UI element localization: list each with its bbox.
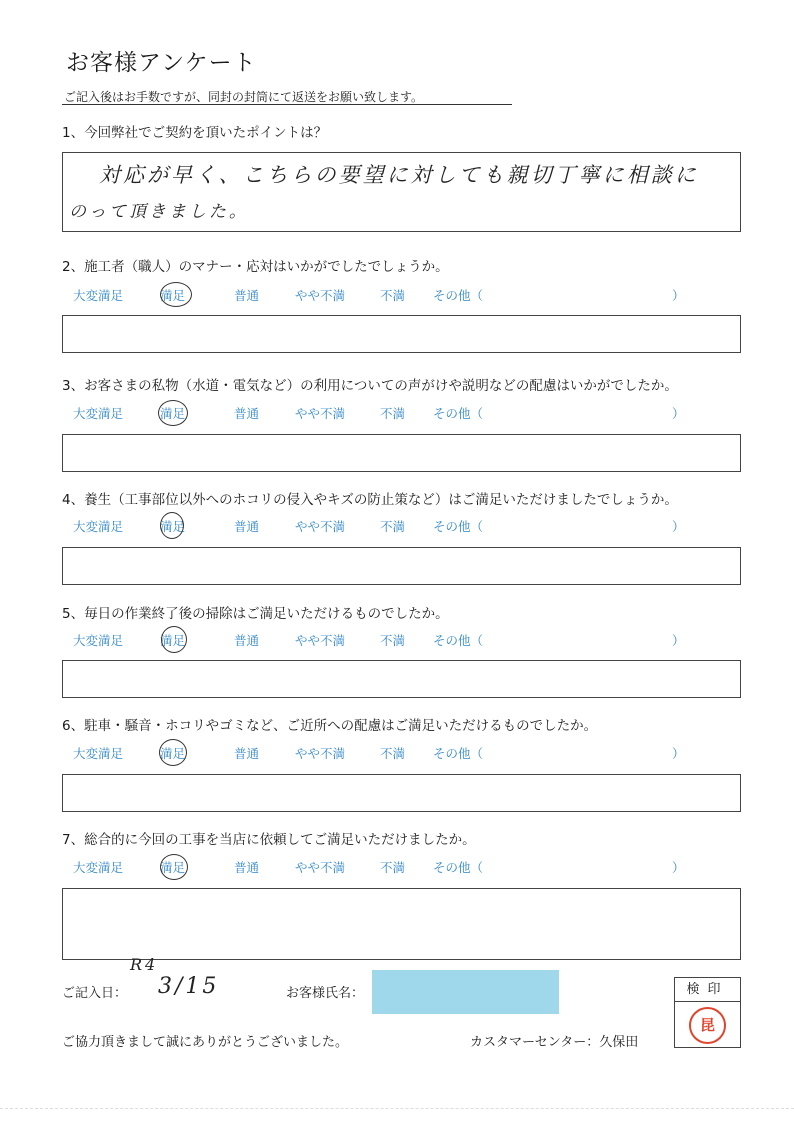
option-other-close: ） — [672, 633, 685, 648]
option-dissatisfied[interactable]: 不満 — [380, 406, 406, 421]
rating-options-7 — [62, 858, 702, 880]
inspection-stamp-box — [674, 977, 741, 1048]
option-dissatisfied[interactable]: 不満 — [380, 288, 406, 303]
comment-box-2[interactable] — [62, 315, 741, 353]
inspection-stamp-label: 検印 — [675, 978, 740, 1002]
option-dissatisfied[interactable]: 不満 — [380, 860, 406, 875]
selection-circle — [160, 512, 184, 539]
option-satisfied[interactable]: 満足 — [160, 288, 186, 303]
handwritten-date-era: R4 — [130, 955, 159, 974]
customer-name-redacted — [372, 970, 559, 1014]
option-other[interactable]: その他（ — [433, 633, 484, 648]
option-satisfied[interactable]: 満足 — [160, 519, 186, 534]
handwritten-answer-line-1: 対応が早く、こちらの要望に対しても親切丁寧に相談に — [99, 163, 699, 187]
option-dissatisfied[interactable]: 不満 — [380, 633, 406, 648]
question-6: 6、駐車・騒音・ホコリやゴミなど、ご近所への配慮はご満足いただけるものでしたか。 — [62, 718, 598, 734]
option-other-close: ） — [672, 860, 685, 875]
rating-options-4 — [62, 517, 702, 539]
option-other[interactable]: その他（ — [433, 288, 484, 303]
option-somewhat-dissatisfied[interactable]: やや不満 — [295, 633, 346, 648]
handwritten-date: 3/15 — [158, 974, 220, 999]
option-satisfied[interactable]: 満足 — [160, 860, 186, 875]
option-somewhat-dissatisfied[interactable]: やや不満 — [295, 860, 346, 875]
rating-options-5 — [62, 631, 702, 653]
date-label: ご記入日： — [62, 986, 128, 1001]
option-somewhat-dissatisfied[interactable]: やや不満 — [295, 746, 346, 761]
selection-circle — [160, 854, 188, 880]
rating-options-6 — [62, 744, 702, 766]
handwritten-answer-line-2: のって頂きました。 — [69, 202, 249, 222]
rating-options-2 — [62, 286, 702, 308]
option-satisfied[interactable]: 満足 — [160, 746, 186, 761]
option-normal[interactable]: 普通 — [234, 746, 260, 761]
customer-center: カスタマーセンター：久保田 — [470, 1035, 639, 1050]
option-very-satisfied[interactable]: 大変満足 — [73, 746, 124, 761]
option-other[interactable]: その他（ — [433, 406, 484, 421]
thanks-message: ご協力頂きまして誠にありがとうございました。 — [62, 1035, 349, 1050]
option-other-close: ） — [672, 519, 685, 534]
comment-box-3[interactable] — [62, 434, 741, 472]
option-normal[interactable]: 普通 — [234, 519, 260, 534]
option-dissatisfied[interactable]: 不満 — [380, 746, 406, 761]
selection-circle — [159, 739, 187, 766]
comment-box-6[interactable] — [62, 774, 741, 812]
scan-edge-line — [0, 1108, 794, 1109]
comment-box-5[interactable] — [62, 660, 741, 698]
option-other-close: ） — [672, 288, 685, 303]
option-normal[interactable]: 普通 — [234, 406, 260, 421]
option-other-close: ） — [672, 406, 685, 421]
question-1: 1、今回弊社でご契約を頂いたポイントは？ — [62, 125, 328, 141]
rating-options-3 — [62, 404, 702, 426]
option-satisfied[interactable]: 満足 — [160, 633, 186, 648]
option-other[interactable]: その他（ — [433, 860, 484, 875]
option-normal[interactable]: 普通 — [234, 633, 260, 648]
option-very-satisfied[interactable]: 大変満足 — [73, 406, 124, 421]
question-3: 3、お客さまの私物（水道・電気など）の利用についての声がけや説明などの配慮はいかがでしたか。 — [62, 378, 678, 394]
customer-name-label: お客様氏名： — [286, 986, 365, 1001]
instructions-text: ご記入後はお手数ですが、同封の封筒にて返送をお願い致します。 — [64, 90, 424, 104]
option-other[interactable]: その他（ — [433, 746, 484, 761]
selection-circle — [158, 400, 188, 426]
option-very-satisfied[interactable]: 大変満足 — [73, 288, 124, 303]
option-satisfied[interactable]: 満足 — [160, 406, 186, 421]
option-very-satisfied[interactable]: 大変満足 — [73, 633, 124, 648]
option-somewhat-dissatisfied[interactable]: やや不満 — [295, 288, 346, 303]
option-other-close: ） — [672, 746, 685, 761]
option-normal[interactable]: 普通 — [234, 288, 260, 303]
question-2: 2、施工者（職人）のマナー・応対はいかがでしたでしょうか。 — [62, 259, 449, 275]
option-somewhat-dissatisfied[interactable]: やや不満 — [295, 519, 346, 534]
question-4: 4、養生（工事部位以外へのホコリの侵入やキズの防止策など）はご満足いただけましたでしょうか。 — [62, 492, 678, 508]
option-dissatisfied[interactable]: 不満 — [380, 519, 406, 534]
selection-circle — [161, 626, 187, 653]
selection-circle — [160, 282, 192, 307]
option-other[interactable]: その他（ — [433, 519, 484, 534]
page-title: お客様アンケート — [66, 50, 257, 76]
option-very-satisfied[interactable]: 大変満足 — [73, 860, 124, 875]
question-7: 7、総合的に今回の工事を当店に依頼してご満足いただけましたか。 — [62, 832, 476, 848]
answer-box-1[interactable] — [62, 152, 741, 232]
option-very-satisfied[interactable]: 大変満足 — [73, 519, 124, 534]
option-somewhat-dissatisfied[interactable]: やや不満 — [295, 406, 346, 421]
question-5: 5、毎日の作業終了後の掃除はご満足いただけるものでしたか。 — [62, 606, 449, 622]
inspection-seal: 昆 — [689, 1007, 726, 1044]
comment-box-4[interactable] — [62, 547, 741, 585]
instructions-underline — [62, 104, 512, 105]
option-normal[interactable]: 普通 — [234, 860, 260, 875]
comment-box-7[interactable] — [62, 888, 741, 960]
